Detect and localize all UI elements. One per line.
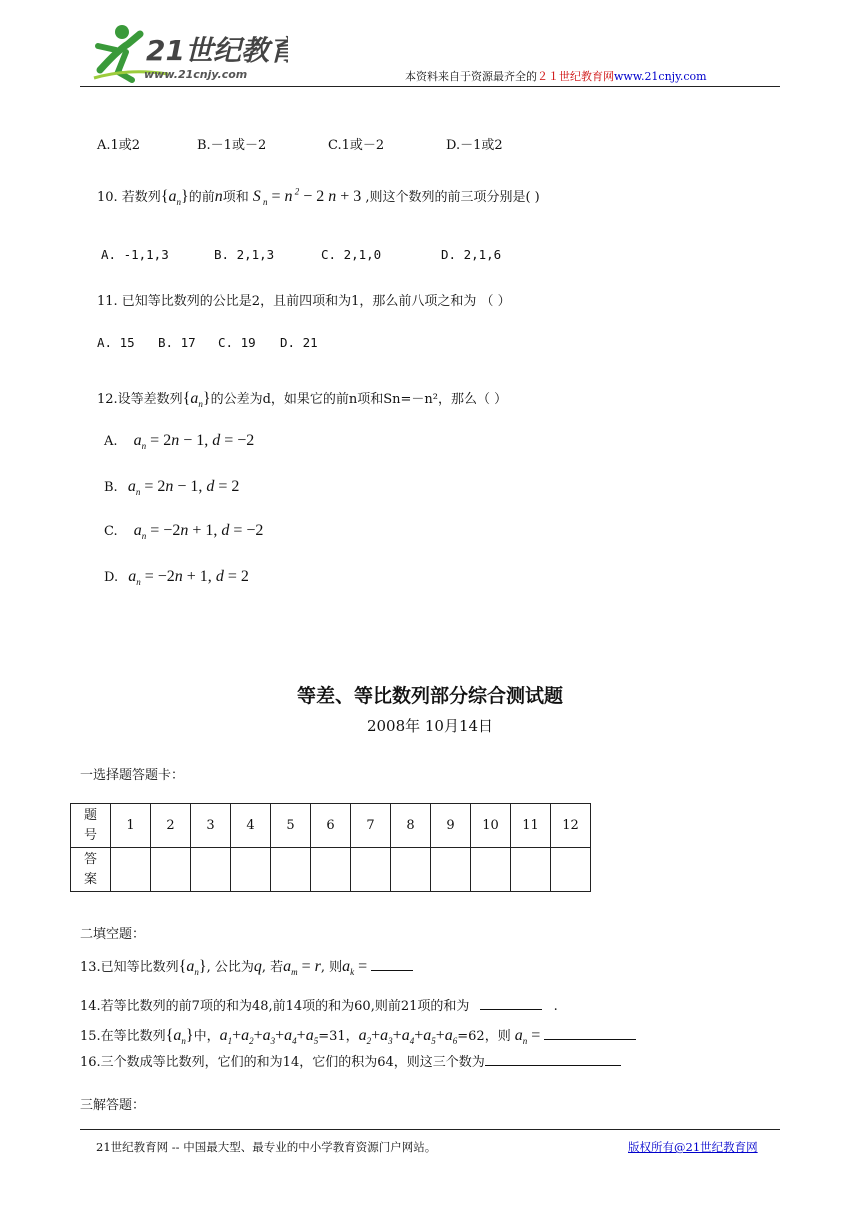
q10-option-d: D. 2,1,6	[441, 247, 502, 262]
question-number-cell: 6	[311, 804, 351, 848]
question-number-cell: 1	[111, 804, 151, 848]
q13-answer-blank[interactable]	[371, 958, 413, 971]
svg-text:21世纪教育: 21世纪教育	[146, 34, 288, 67]
question-number-cell: 5	[271, 804, 311, 848]
q14-answer-blank[interactable]	[480, 997, 542, 1010]
question-number-cell: 7	[351, 804, 391, 848]
answer-card-label: 一选择题答题卡：	[80, 768, 185, 783]
q11-option-a: A. 15	[97, 335, 135, 350]
question-number-cell: 4	[231, 804, 271, 848]
q9-option-a: A.1或2	[97, 138, 141, 153]
row-head-number: 题 号	[71, 804, 111, 848]
q10-sum-formula: S $_n$ = n $^2$ − 2 n + 3	[248, 186, 366, 208]
answer-cell[interactable]	[151, 848, 191, 892]
q9-option-d: D.－1或2	[446, 138, 503, 153]
q9-option-c: C.1或－2	[328, 138, 385, 153]
q10-option-c: C. 2,1,0	[321, 247, 382, 262]
solve-label: 三解答题：	[80, 1098, 146, 1113]
q13-question: 13.已知等比数列$\{a_n\}$, 公比为q, 若$a_m = r$, 则$a_k$ =	[80, 956, 413, 977]
q15-question: 15.在等比数列$\{a_n\}$中，$a_1+a_2+a_3+a_4+a_5=31$，$a_2+a_3+a_4+a_5+a_6=62$，则 $a_n$ =	[80, 1025, 636, 1046]
answer-cell[interactable]	[311, 848, 351, 892]
footer-divider	[80, 1129, 780, 1130]
section-title: 等差、等比数列部分综合测试题	[296, 685, 563, 707]
q10-option-b: B. 2,1,3	[214, 247, 275, 262]
q10-question: 10. 若数列$\{a_n\}$的前n项和 S $_n$ = n $^2$ − 2 n + 3 ,则这个数列的前三项分别是( )	[97, 186, 540, 208]
q12-option-a: A. $a_n = 2n - 1$, d = −2	[104, 432, 255, 452]
answer-card-table	[70, 803, 591, 892]
answer-cell[interactable]	[551, 848, 591, 892]
site-logo	[88, 20, 288, 86]
answer-card-answer-row	[71, 848, 591, 892]
q16-question: 16.三个数成等比数列，它们的和为14，它们的积为64，则这三个数为	[80, 1051, 621, 1070]
answer-cell[interactable]	[351, 848, 391, 892]
question-number-cell: 9	[431, 804, 471, 848]
answer-cell[interactable]	[431, 848, 471, 892]
source-site[interactable]: ２１世纪教育网	[537, 70, 614, 83]
q9-option-b: B.－1或－2	[197, 138, 267, 153]
row-head-answer: 答 案	[71, 848, 111, 892]
q12-option-c: C. $a_n = -2n + 1$, d = −2	[104, 522, 264, 542]
q11-option-d: D. 21	[280, 335, 318, 350]
answer-cell[interactable]	[471, 848, 511, 892]
q12-question: 12.设等差数列$\{a_n\}$的公差为d，如果它的前n项和Sn=－n²，那么（ ）	[97, 390, 508, 410]
source-url-link[interactable]: www.21cnjy.com	[614, 70, 707, 83]
answer-cell[interactable]	[391, 848, 431, 892]
q14-question: 14.若等比数列的前7项的和为48,前14项的和为60,则前21项的和为 .	[80, 999, 558, 1014]
answer-cell[interactable]	[111, 848, 151, 892]
svg-text:www.21cnjy.com: www.21cnjy.com	[144, 68, 248, 81]
q10-option-a: A. -1,1,3	[101, 247, 169, 262]
fill-in-label: 二填空题：	[80, 927, 146, 942]
header-divider	[80, 86, 780, 87]
q11-option-c: C. 19	[218, 335, 256, 350]
question-number-cell: 12	[551, 804, 591, 848]
q12-seq-formula: $\{a_n\}$	[182, 390, 211, 410]
answer-cell[interactable]	[231, 848, 271, 892]
answer-cell[interactable]	[511, 848, 551, 892]
question-number-cell: 10	[471, 804, 511, 848]
footer-text: 21世纪教育网 -- 中国最大型、最专业的中小学教育资源门户网站。	[96, 1140, 437, 1154]
source-prefix: 本资料来自于资源最齐全的	[405, 70, 537, 83]
q10-seq-formula: $\{a_n\}$	[160, 188, 189, 208]
question-number-cell: 2	[151, 804, 191, 848]
answer-cell[interactable]	[191, 848, 231, 892]
q15-answer-blank[interactable]	[544, 1027, 636, 1040]
q12-option-b: B. $a_n = 2n - 1$, d = 2	[104, 478, 240, 498]
answer-cell[interactable]	[271, 848, 311, 892]
question-number-cell: 11	[511, 804, 551, 848]
header-source	[405, 68, 707, 84]
question-number-cell: 8	[391, 804, 431, 848]
footer-copyright-link[interactable]: 版权所有@21世纪教育网	[628, 1140, 758, 1154]
q12-option-d: D. $a_n = -2n + 1$, d = 2	[104, 568, 249, 588]
q16-answer-blank[interactable]	[485, 1053, 621, 1066]
q11-question: 11. 已知等比数列的公比是2，且前四项和为1，那么前八项之和为 （ ）	[97, 294, 511, 309]
section-date: 2008年 10月14日	[366, 717, 494, 735]
q11-option-b: B. 17	[158, 335, 196, 350]
question-number-cell: 3	[191, 804, 231, 848]
answer-card-number-row	[71, 804, 591, 848]
